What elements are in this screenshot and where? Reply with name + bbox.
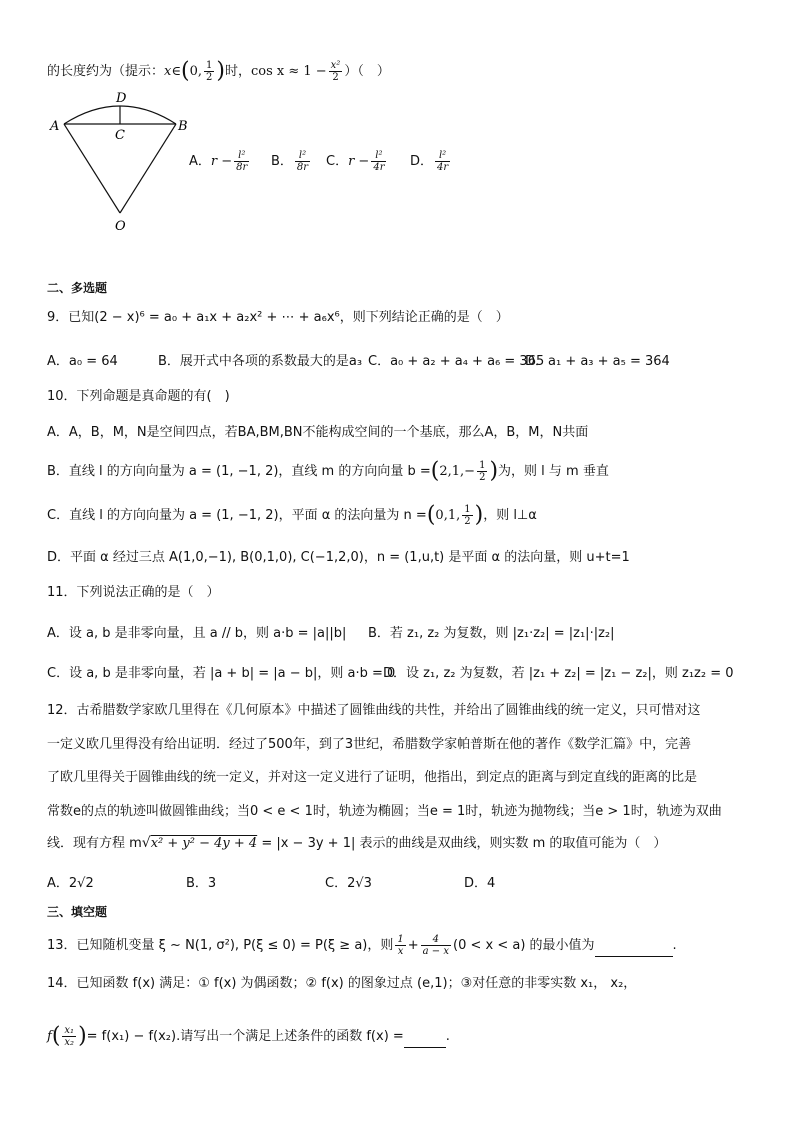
q12-line-5: 线．现有方程 m√x² + y² − 4y + 4 = |x − 3y + 1| 表示的曲线是双曲线，则实数 m 的取值可能为（ ） bbox=[47, 835, 667, 851]
q12-line-2: 一定义欧几里得没有给出证明．经过了500年，到了3世纪，希腊数学家帕普斯在他的著作《数学汇篇》中，完善 bbox=[47, 737, 692, 752]
q10-stem: 10．下列命题是真命题的有( ) bbox=[47, 389, 230, 404]
label-O: O bbox=[115, 219, 126, 234]
hint-fraction: $\frac{1}{2}$ bbox=[205, 60, 213, 83]
q14-line-1: 14．已知函数 f(x) 满足：① f(x) 为偶函数；② f(x) 的图象过点 (e,1)；③对任意的非零实数 x₁， x₂， bbox=[47, 976, 637, 991]
q12-line-3: 了欧几里得关于圆锥曲线的统一定义，并对这一定义进行了证明，他指出，到定点的距离与到定直线的距离的比是 bbox=[47, 770, 698, 785]
label-B: B bbox=[178, 119, 188, 134]
label-A: A bbox=[50, 119, 60, 134]
section-title-multiple-choice: 二、多选题 bbox=[47, 281, 108, 295]
cos-fraction: $\frac{\text{x²}}{2}$ bbox=[330, 60, 341, 83]
q11-option-b[interactable]: B．若 z₁, z₂ 为复数，则 |z₁·z₂| = |z₁|·|z₂| bbox=[368, 626, 615, 641]
q8-stem-tail: 的长度约为（提示：x∈(0, $\frac{1}{2}$ )时，cos x ≈ 1 − $\frac{\text{x²}}{2}$ ）（ ） bbox=[47, 58, 390, 84]
q11-option-a[interactable]: A．设 a, b 是非零向量，且 a // b，则 a·b = |a||b| bbox=[47, 626, 347, 641]
q14-line-2: f( $\frac{\text{x₁}}{\text{x₂}}$ )= f(x₁) − f(x₂).请写出一个满足上述条件的函数 f(x) = . bbox=[47, 1023, 450, 1049]
q12-option-a[interactable]: A．2√2 bbox=[47, 876, 94, 891]
q8-option-d[interactable]: D． $\frac{\text{l²}}{4r}$ bbox=[410, 150, 449, 173]
radius-OB bbox=[120, 124, 176, 213]
q11-option-c[interactable]: C．设 a, b 是非零向量，若 |a + b| = |a − b|，则 a·b = 0 bbox=[47, 666, 396, 681]
radius-OA bbox=[64, 124, 120, 213]
sector-diagram bbox=[40, 88, 200, 238]
q9-option-d[interactable]: D．a₁ + a₃ + a₅ = 364 bbox=[525, 354, 670, 369]
q9-stem: 9．已知(2 − x)⁶ = a₀ + a₁x + a₂x² + ⋯ + a₆x⁶，则下列结论正确的是（ ） bbox=[47, 310, 509, 325]
q14-answer-blank[interactable] bbox=[404, 1029, 446, 1048]
q10-option-b[interactable]: B．直线 l 的方向向量为 a = (1, −1, 2)，直线 m 的方向向量 b =(2,1,− $\frac{1}{2}$ )为，则 l 与 m 垂直 bbox=[47, 458, 609, 484]
q9-option-b[interactable]: B．展开式中各项的系数最大的是a₃ bbox=[158, 354, 363, 369]
q10-option-c[interactable]: C．直线 l 的方向向量为 a = (1, −1, 2)，平面 α 的法向量为 n =(0,1, $\frac{1}{2}$ )，则 l⊥α bbox=[47, 502, 537, 528]
q8-option-a[interactable]: A．r − $\frac{\text{l²}}{8r}$ bbox=[189, 150, 248, 173]
section-title-fill-in: 三、填空题 bbox=[47, 905, 108, 919]
q11-stem: 11．下列说法正确的是（ ） bbox=[47, 585, 220, 600]
q12-line-4: 常数e的点的轨迹叫做圆锥曲线；当0 < e < 1时，轨迹为椭圆；当e = 1时，轨迹为抛物线；当e > 1时，轨迹为双曲 bbox=[47, 804, 722, 819]
label-D: D bbox=[116, 91, 127, 106]
q13-stem: 13．已知随机变量 ξ ~ N(1, σ²), P(ξ ≤ 0) = P(ξ ≥ a)，则 $\frac{1}{x}$ + $\frac{4}{a - x}$ (0 < x < a) 的最小值为 . bbox=[47, 934, 677, 957]
q11-option-d[interactable]: D．设 z₁, z₂ 为复数，若 |z₁ + z₂| = |z₁ − z₂|，则 z₁z₂ = 0 bbox=[383, 666, 734, 681]
q9-option-a[interactable]: A．a₀ = 64 bbox=[47, 354, 118, 369]
q9-option-c[interactable]: C．a₀ + a₂ + a₄ + a₆ = 365 bbox=[368, 354, 545, 369]
q12-option-d[interactable]: D．4 bbox=[464, 876, 496, 891]
q12-option-b[interactable]: B．3 bbox=[186, 876, 217, 891]
label-C: C bbox=[115, 128, 125, 143]
q12-option-c[interactable]: C．2√3 bbox=[325, 876, 372, 891]
q10-option-a[interactable]: A．A，B，M，N是空间四点，若BA,BM,BN不能构成空间的一个基底，那么A，B，M，N共面 bbox=[47, 425, 589, 440]
q8-option-b[interactable]: B． $\frac{\text{l²}}{8r}$ bbox=[271, 150, 309, 173]
q10-option-d[interactable]: D．平面 α 经过三点 A(1,0,−1), B(0,1,0), C(−1,2,0)，n = (1,u,t) 是平面 α 的法向量，则 u+t=1 bbox=[47, 550, 630, 565]
q8-option-c[interactable]: C．r − $\frac{\text{l²}}{4r}$ bbox=[326, 150, 385, 173]
q13-answer-blank[interactable] bbox=[595, 938, 673, 957]
q12-line-1: 12．古希腊数学家欧几里得在《几何原本》中描述了圆锥曲线的共性，并给出了圆锥曲线的统一定义，只可惜对这 bbox=[47, 703, 701, 718]
